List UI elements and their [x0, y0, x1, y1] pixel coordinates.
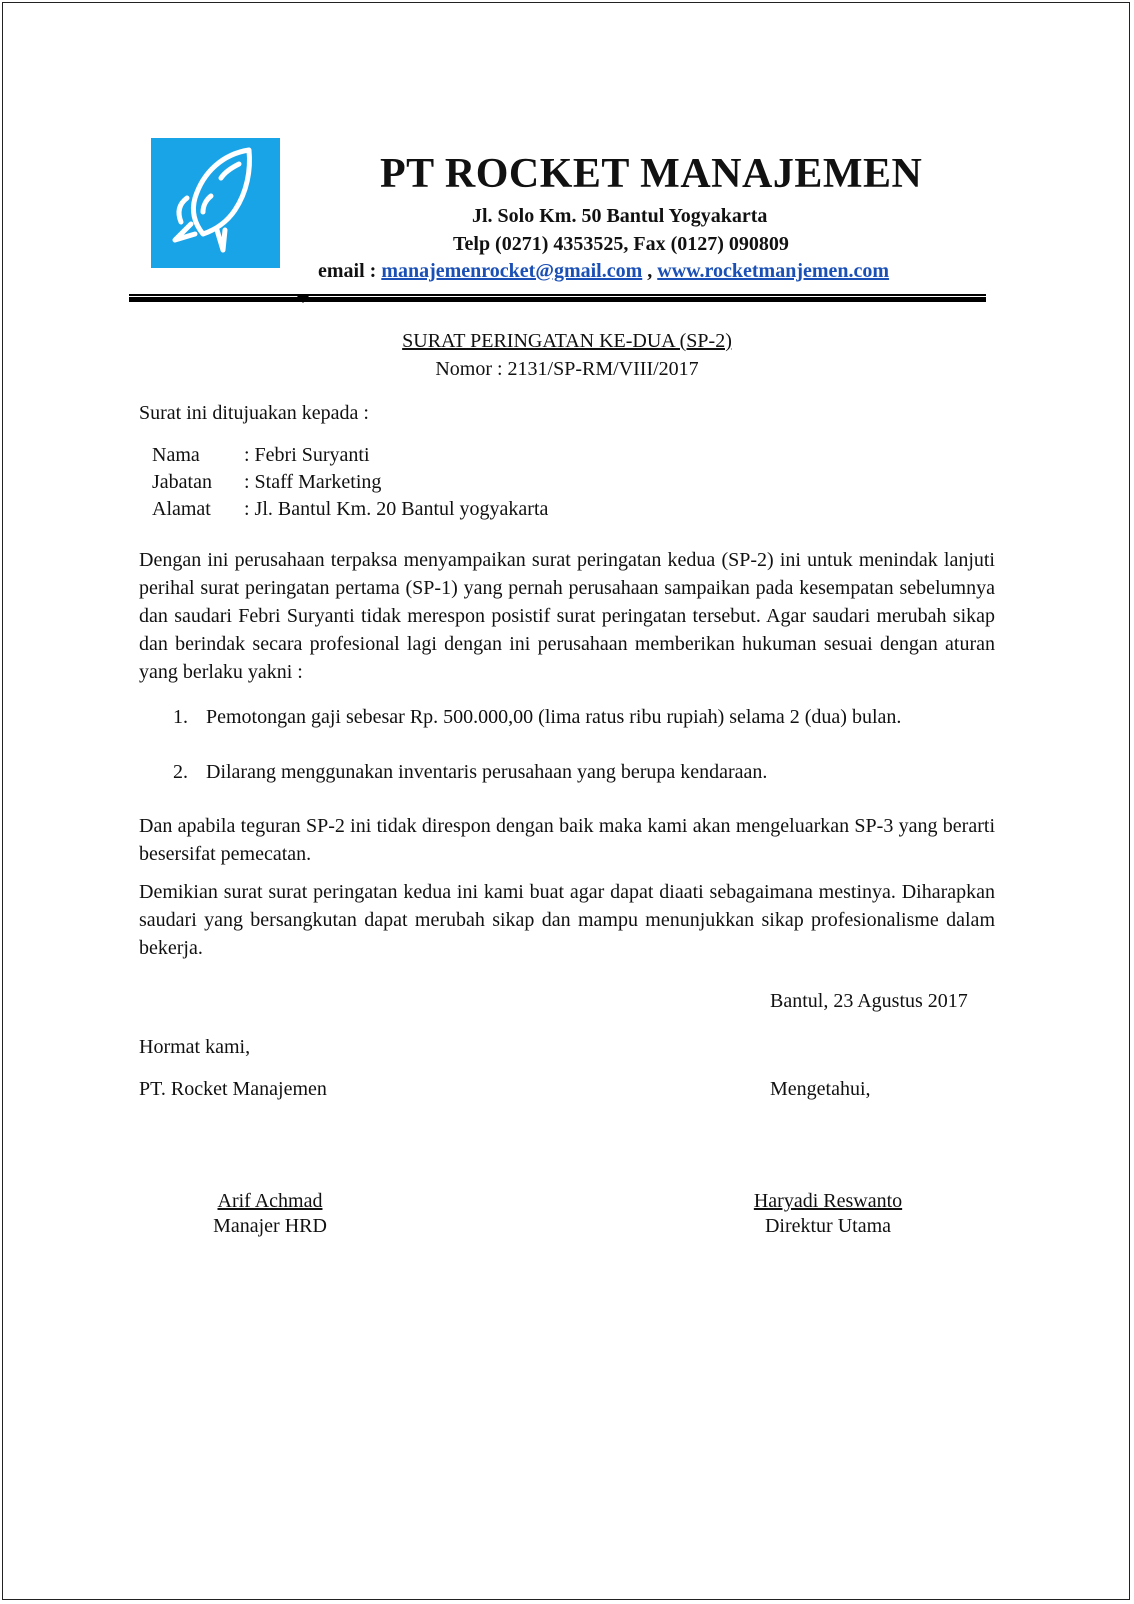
signer-right-title: Direktur Utama — [764, 1215, 892, 1237]
penalty-text: Pemotongan gaji sebesar Rp. 500.000,00 (lima ratus ribu rupiah) selama 2 (dua) bulan. — [206, 706, 902, 728]
recipient-value-address: : Jl. Bantul Km. 20 Bantul yogyakarta — [244, 498, 549, 520]
recipient-label-name: Nama — [152, 444, 200, 466]
website-link[interactable]: www.rocketmanjemen.com — [657, 260, 890, 282]
penalty-text: Dilarang menggunakan inventaris perusahaan yang berupa kendaraan. — [206, 761, 768, 783]
paragraph-warning: Dan apabila teguran SP-2 ini tidak direspon dengan baik maka kami akan mengeluarkan SP-3 yang berarti besersifat pemecatan. — [139, 815, 995, 865]
signer-left-title: Manajer HRD — [213, 1215, 327, 1237]
company-name: PT ROCKET MANAJEMEN — [380, 151, 923, 197]
letter-number: Nomor : 2131/SP-RM/VIII/2017 — [435, 358, 699, 380]
header-rule-thin — [129, 294, 986, 296]
penalty-number: 1. — [173, 706, 188, 728]
signer-left-name: Arif Achmad — [217, 1190, 323, 1212]
contact-row — [318, 260, 889, 283]
company-phone: Telp (0271) 4353525, Fax (0127) 090809 — [453, 233, 789, 255]
addressed-to: Surat ini ditujuakan kepada : — [139, 402, 369, 424]
email-link[interactable]: manajemenrocket@gmail.com — [381, 260, 643, 282]
place-date: Bantul, 23 Agustus 2017 — [770, 990, 968, 1012]
company-signature: PT. Rocket Manajemen — [139, 1078, 327, 1100]
recipient-label-address: Alamat — [152, 498, 211, 520]
header-rule-thick — [129, 297, 986, 302]
acknowledged-label: Mengetahui, — [770, 1078, 871, 1100]
contact-separator: , — [642, 260, 658, 282]
recipient-value-position: : Staff Marketing — [244, 471, 382, 493]
closing-greeting: Hormat kami, — [139, 1036, 251, 1058]
letter-title: SURAT PERINGATAN KE-DUA (SP-2) — [402, 330, 732, 352]
paragraph-closing: Demikian surat surat peringatan kedua ini kami buat agar dapat diaati sebagaimana mestinya. Diharapkan saudari yang bersangkutan dapat merubah sikap dan mampu menunjukkan sikap profesionalisme dalam bekerja. — [139, 881, 995, 959]
signer-right-name: Haryadi Reswanto — [753, 1190, 903, 1212]
paragraph-intro: Dengan ini perusahaan terpaksa menyampaikan surat peringatan kedua (SP-2) ini untuk menindak lanjuti perihal surat peringatan pertama (SP-1) yang pernah perusahaan sampaikan pada kesempatan sebelumnya dan saudari Febri Suryanti tidak merespon posistif surat peringatan tersebut. Agar saudari merubah sikap dan berindak secara profesional lagi dengan ini perusahaan memberikan hukuman sesuai dengan aturan yang berlaku yakni : — [139, 549, 995, 683]
recipient-label-position: Jabatan — [152, 471, 212, 493]
rocket-logo-icon — [151, 138, 280, 268]
company-address: Jl. Solo Km. 50 Bantul Yogyakarta — [472, 205, 768, 227]
email-label: email : — [318, 260, 382, 282]
header-rule-notch — [297, 296, 309, 303]
recipient-value-name: : Febri Suryanti — [244, 444, 370, 466]
penalty-number: 2. — [173, 761, 188, 783]
